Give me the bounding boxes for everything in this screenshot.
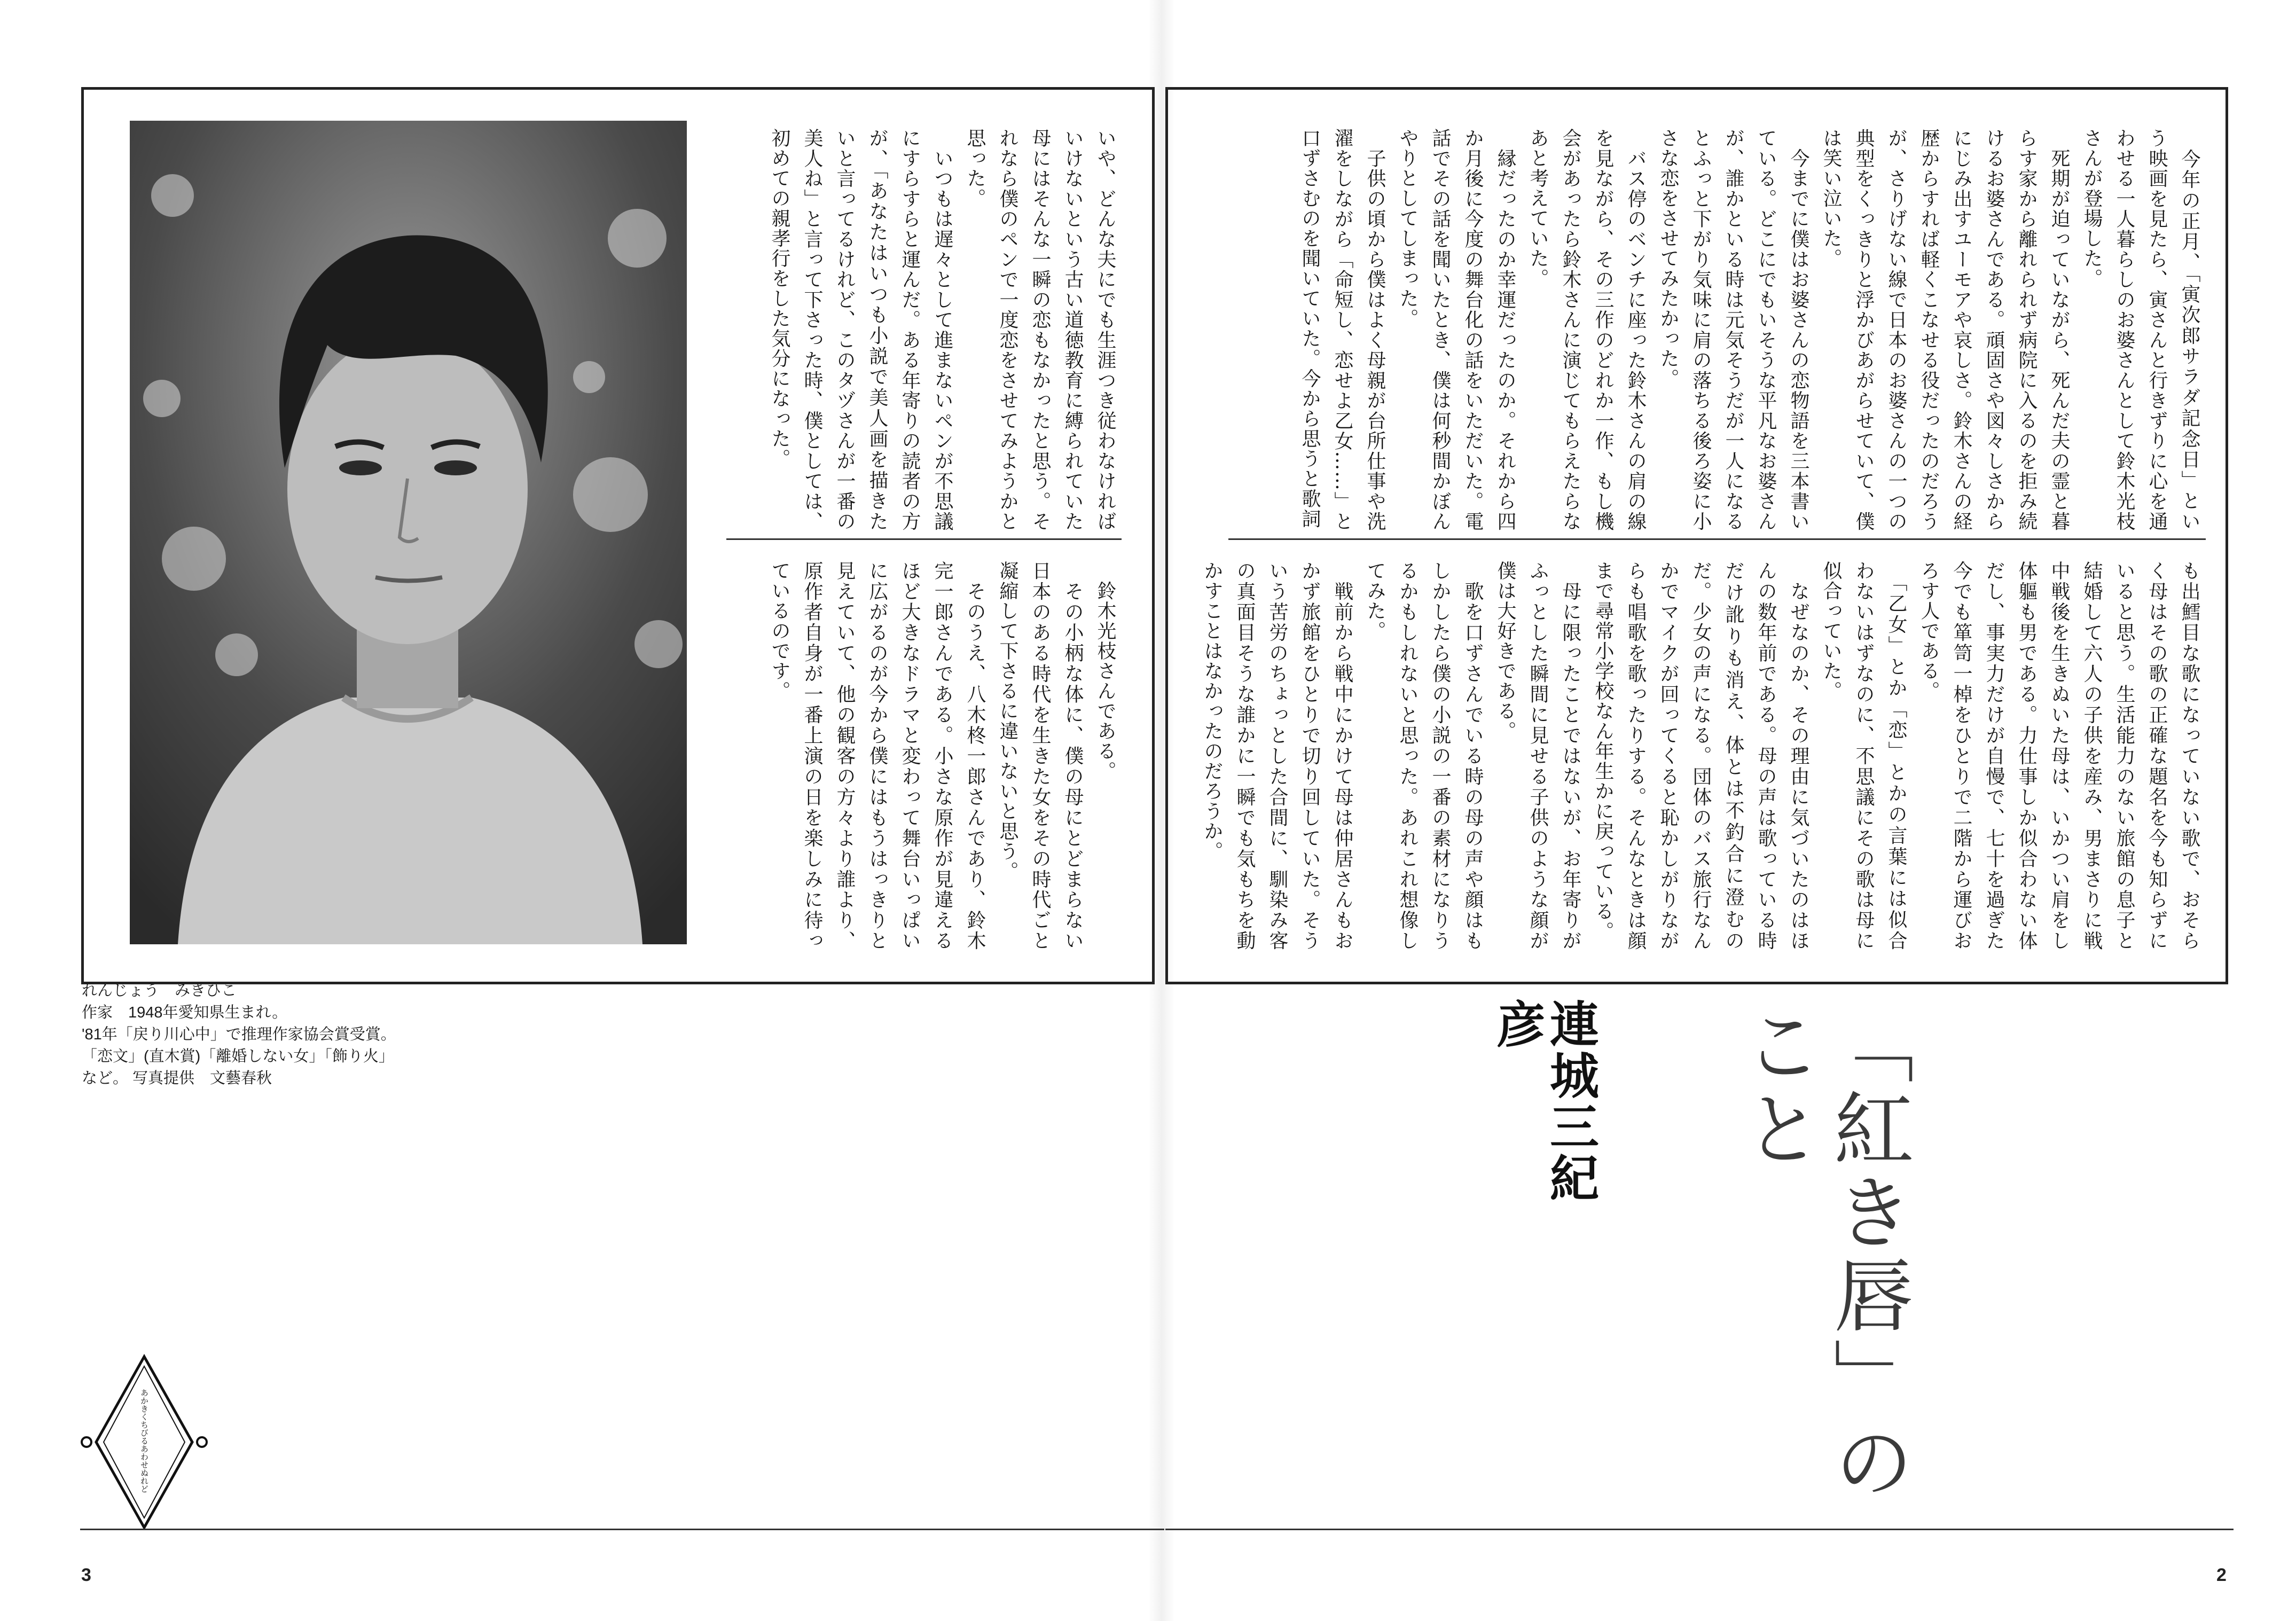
right-page-footer-rule: [1165, 1529, 2234, 1530]
right-page-number: 2: [2216, 1565, 2227, 1585]
left-page-column-divider: [726, 538, 1122, 540]
author-photo: [130, 121, 687, 944]
right-page-upper-text: 今年の正月、「寅次郎サラダ記念日」という映画を見たら、寅さんと行きずりに心を通わせる一人暮らしのお婆さんとして鈴木光枝さんが登場した。 死期が迫っていながら、死んだ夫の霊と暮らす家から離れられず病院に入るのを拒み続けるお婆さんである。頑固さや図々しさからにじみ出すユーモアや哀しさ。鈴木さんの経歴からすれば軽くこなせる役だったのだろうが、さりげない線で日本のお婆さんの一つの典型をくっきりと浮かびあがらせていて、僕は笑い泣いた。 今までに僕はお婆さんの恋物語を三本書いている。どこにでもいそうな平凡なお婆さんが、誰かといる時は元気そうだが一人になるとふっと下がり気味に肩の落ちる後ろ姿に小さな恋をさせてみたかった。 バス停のベンチに座った鈴木さんの肩の線を見ながら、その三作のどれか一作、もし機会があったら鈴木さんに演じてもらえたらなあと考えていた。 縁だったのか幸運だったのか。それから四か月後に今度の舞台化の話をいただいた。電話でその話を聞いたとき、僕は何秒間かぼんやりとしてしまった。 子供の頃から僕はよく母親が台所仕事や洗濯をしながら「命短し、恋せよ乙女……」と口ずさむのを聞いていた。今から思うと歌詞: [1299, 128, 2200, 532]
author-caption: れんじょう みきひこ 作家 1948年愛知県生まれ。 '81年「戻り川心中」で推理作家協会賞受賞。 「恋文」(直木賞)「離婚しない女」「飾り火」 など。 写真提供 文藝春秋: [82, 982, 396, 1087]
right-page-column-divider: [1228, 538, 2206, 540]
article-title: 「紅き唇」の こと: [1729, 1004, 1913, 1504]
logo-text: あかきくちびるあわせぬれど: [139, 1389, 149, 1493]
portrait-image: [130, 121, 687, 944]
left-page-lower-text: 鈴木光枝さんである。 その小柄な体に、僕の母にとどまらない日本のある時代を生きた女をその時代ごと凝縮して下さるに違いないと思う。 そのうえ、八木柊一郎さんであり、鈴木完一郎さんである。小さな原作が見違えるほど大きなドラマと変わって舞台いっぱいに広がるのが今から僕にはもうはっきりと見えていて、他の観客の方々より誰より、原作者自身が一番上演の日を楽しみに待っているのです。: [769, 561, 1116, 951]
article-author: 連城三紀彦: [1488, 999, 1599, 1204]
right-page-lower-text: も出鱈目な歌になっていない歌で、おそらく母はその歌の正確な題名を今も知らずにいると思う。生活能力のない旅館の息子と結婚して六人の子供を産み、男まさりに戦中戦後を生きぬいた母は、いかつい肩をし体軀も男である。力仕事しか似合わない体だし、事実力だけが自慢で、七十を過ぎた今でも箪笥一棹をひとりで二階から運びおろす人である。 「乙女」とか「恋」とかの言葉には似合わないはずなのに、不思議にその歌は母に似合っていた。 なぜなのか、その理由に気づいたのはほんの数年前である。母の声は歌っている時だけ訛りも消え、体とは不釣合に澄むのだ。少女の声になる。団体のバス旅行なんかでマイクが回ってくると恥かしがりながらも唱歌を歌ったりする。そんなときは顔まで尋常小学校なん年生かに戻っている。 母に限ったことではないが、お年寄りがふっとした瞬間に見せる子供のような顔が僕は大好きである。 歌を口ずさんでいる時の母の声や顔はもしかしたら僕の小説の一番の素材になりうるかもしれないと思った。あれこれ想像してみた。 戦前から戦中にかけて母は仲居さんもおかず旅館をひとりで切り回していた。そういう苦労のちょっとした合間に、馴染み客の真面目そうな誰かに一瞬でも気もちを動かすことはなかったのだろうか。: [1201, 561, 2200, 951]
left-page-upper-text: いや、どんな夫にでも生涯つき従わなければいけないという古い道徳教育に縛られていた母にはそんな一瞬の恋もなかったと思う。それなら僕のペンで一度恋をさせてみようかと思った。 いつもは遅々として進まないペンが不思議にすらすらと運んだ。ある年寄りの読者の方が、「あなたはいつも小説で美人画を描きたいと言ってるけれど、このタヅさんが一番の美人ね」と言って下さった時、僕としては、初めての親孝行をした気分になった。: [769, 128, 1116, 531]
left-page-footer-rule: [80, 1529, 1164, 1530]
title-logo-badge: [80, 1351, 208, 1533]
left-page-number: 3: [81, 1565, 91, 1585]
